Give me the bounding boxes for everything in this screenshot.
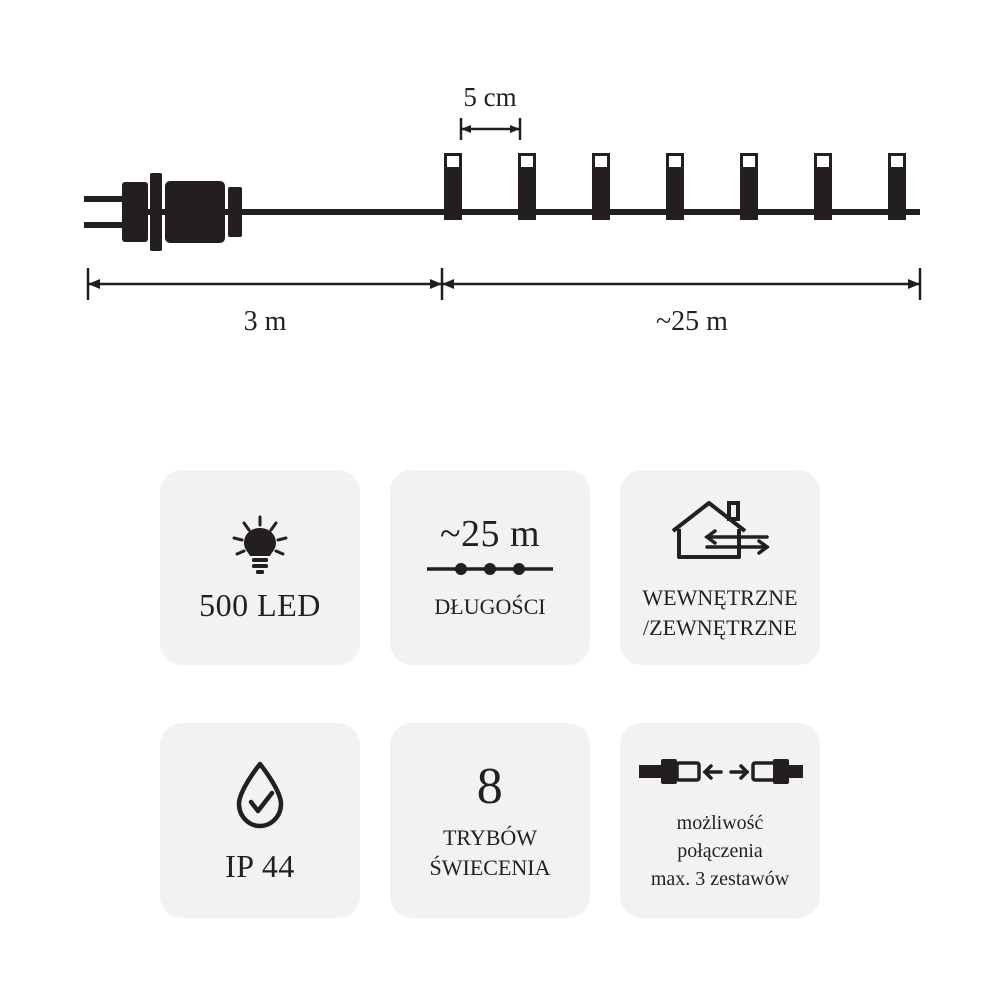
bulb (740, 153, 758, 220)
bulb (592, 153, 610, 220)
connector-icon (635, 751, 805, 793)
length-label: DŁUGOŚCI (434, 594, 546, 620)
bulb (444, 153, 462, 220)
bulb (518, 153, 536, 220)
feature-card-placement (620, 470, 820, 665)
bulb (666, 153, 684, 220)
water-drop-icon (229, 758, 291, 832)
lit-length-label: ~25 m (656, 306, 728, 337)
feature-card-ip-rating (160, 723, 360, 918)
feature-cards (160, 470, 850, 918)
ip-rating-value: IP 44 (225, 847, 295, 884)
modes-label-line2: ŚWIECENIA (429, 854, 551, 880)
length-dimension-group (88, 268, 920, 300)
feature-card-connectable (620, 723, 820, 918)
string-lights-icon (425, 558, 555, 580)
placement-label-line1: WEWNĘTRZNE (642, 584, 798, 610)
spacing-dimension-label: 5 cm (463, 82, 517, 112)
spacing-dimension-group (461, 118, 520, 140)
feature-card-length (390, 470, 590, 665)
connectable-label-line1: możliwość (676, 811, 764, 834)
lightbulb-icon (225, 513, 295, 575)
placement-label-line2: /ZEWNĘTRZNE (643, 614, 797, 640)
bulb (888, 153, 906, 220)
house-indoor-outdoor-icon (661, 495, 779, 565)
connectable-label-line3: max. 3 zestawów (650, 867, 790, 890)
length-value: ~25 m (439, 512, 541, 555)
feature-card-modes (390, 723, 590, 918)
modes-count-value: 8 (476, 757, 504, 815)
connectable-label-line2: połączenia (677, 839, 763, 862)
modes-label-line1: TRYBÓW (442, 824, 538, 850)
bulb (814, 153, 832, 220)
product-dimension-diagram (0, 0, 1000, 460)
cable-length-label: 3 m (243, 306, 287, 337)
led-count-value: 500 LED (199, 586, 321, 623)
feature-card-led-count (160, 470, 360, 665)
